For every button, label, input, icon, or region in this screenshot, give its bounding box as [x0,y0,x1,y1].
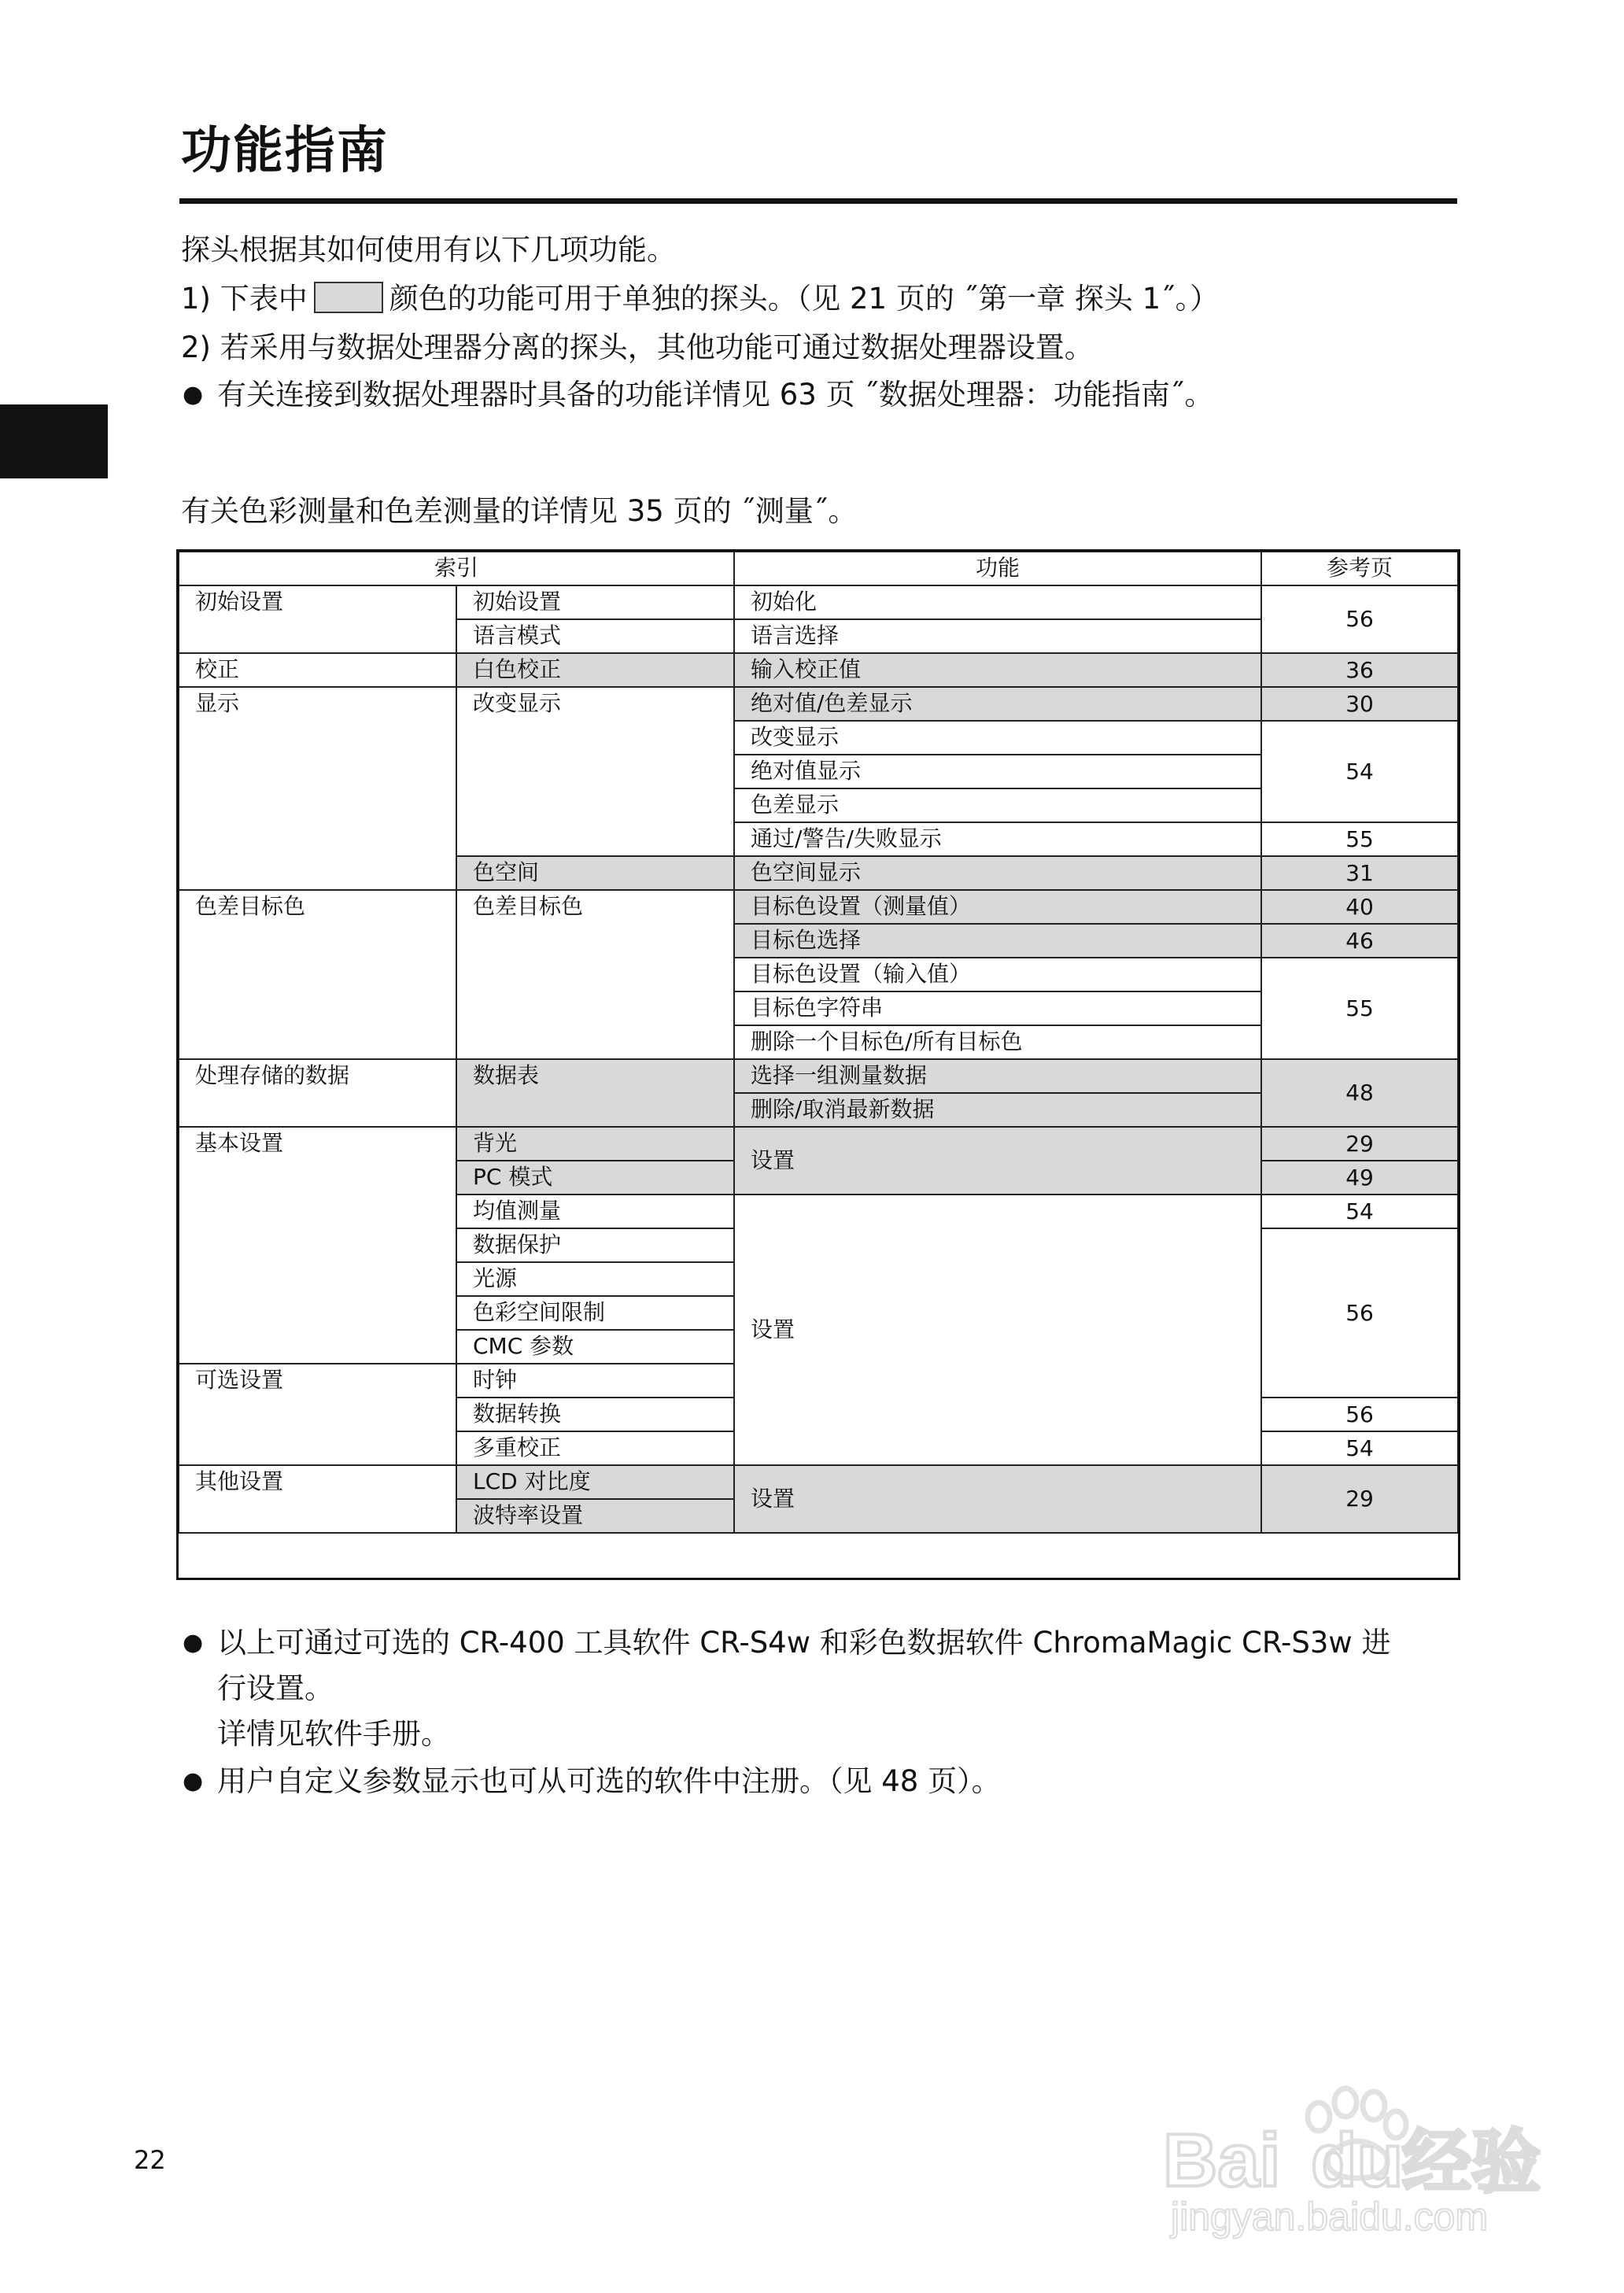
table-row [179,1059,1458,1093]
software-note-line-2: 行设置。 [217,1671,334,1705]
sub-cell: 多重校正 [456,1431,734,1465]
item-1-after: 颜色的功能可用于单独的探头。（见 21 页的 ˝第一章 探头 1˝。） [389,282,1220,316]
page-cell: 29 [1261,1127,1458,1161]
function-cell: 色差显示 [734,788,1261,822]
bullet-icon: ● [183,1767,204,1795]
sub-cell: 均值测量 [456,1195,734,1228]
baidu-jingyan-watermark [1157,2062,1566,2243]
sub-cell: LCD 对比度 [456,1465,734,1499]
watermark-product: 经验 [1402,2121,1541,2203]
page-number: 22 [134,2145,166,2175]
sub-cell: 背光 [456,1127,734,1161]
sub-cell: 数据保护 [456,1228,734,1262]
function-cell: 目标色设置（输入值） [734,958,1261,991]
header-function: 功能 [734,552,1261,585]
table-row [179,687,1458,721]
note-data-processor: 有关连接到数据处理器时具备的功能详情见 63 页 ˝数据处理器：功能指南˝。 [217,378,1214,412]
table-row [179,1127,1458,1161]
watermark-brand-tail: du [1311,2118,1404,2203]
function-cell: 初始化 [734,585,1261,619]
highlight-swatch [314,282,383,313]
function-cell: 通过/警告/失败显示 [734,822,1261,856]
page-cell: 29 [1261,1465,1458,1533]
page-cell: 46 [1261,924,1458,958]
page-cell: 54 [1261,721,1458,822]
sub-cell: 数据转换 [456,1398,734,1431]
sub-cell: 色空间 [456,856,734,890]
header-index: 索引 [179,552,734,585]
chapter-side-tab [0,404,108,478]
software-note-line-1: 以上可通过可选的 CR-400 工具软件 CR-S4w 和彩色数据软件 ChromaMagic CR-S3w 进 [217,1626,1391,1660]
function-cell: 绝对值显示 [734,755,1261,788]
sub-cell: 白色校正 [456,653,734,687]
page-cell: 56 [1261,1398,1458,1431]
sub-cell: 时钟 [456,1364,734,1398]
page-cell: 36 [1261,653,1458,687]
page-cell: 56 [1261,1228,1458,1398]
function-cell: 改变显示 [734,721,1261,755]
item-1-before: 1) 下表中 [181,282,308,316]
page-cell: 54 [1261,1431,1458,1465]
sub-cell: 色彩空间限制 [456,1296,734,1330]
category-cell: 初始设置 [179,585,456,653]
page-cell: 54 [1261,1195,1458,1228]
function-cell: 目标色选择 [734,924,1261,958]
function-cell: 删除/取消最新数据 [734,1093,1261,1127]
page-cell: 55 [1261,822,1458,856]
function-cell: 输入校正值 [734,653,1261,687]
measurement-note: 有关色彩测量和色差测量的详情见 35 页的 ˝测量˝。 [181,494,858,528]
sub-cell: 色差目标色 [456,890,734,1059]
table-row [179,1465,1458,1499]
bullet-icon: ● [183,1629,204,1656]
table-header-row [179,552,1458,585]
page-cell: 49 [1261,1161,1458,1195]
function-cell: 色空间显示 [734,856,1261,890]
sub-cell: 波特率设置 [456,1499,734,1533]
sub-cell: 光源 [456,1262,734,1296]
header-page: 参考页 [1261,552,1458,585]
function-cell: 选择一组测量数据 [734,1059,1261,1093]
function-cell: 绝对值/色差显示 [734,687,1261,721]
sub-cell: PC 模式 [456,1161,734,1195]
function-cell: 目标色字符串 [734,991,1261,1025]
page-cell: 31 [1261,856,1458,890]
function-cell: 语言选择 [734,619,1261,653]
software-note-line-3: 详情见软件手册。 [217,1717,450,1751]
table-row [179,585,1458,619]
watermark-url: jingyan.baidu.com [1171,2195,1489,2239]
category-cell: 其他设置 [179,1465,456,1533]
category-cell: 处理存储的数据 [179,1059,456,1127]
watermark-brand: Bai [1163,2118,1281,2203]
table-row [179,653,1458,687]
bullet-icon: ● [183,381,204,408]
sub-cell: 数据表 [456,1059,734,1127]
function-cell: 目标色设置（测量值） [734,890,1261,924]
item-2: 2) 若采用与数据处理器分离的探头，其他功能可通过数据处理器设置。 [181,330,1094,364]
page-cell: 48 [1261,1059,1458,1127]
page-cell: 55 [1261,958,1458,1059]
title-rule [179,198,1457,204]
category-cell: 基本设置 [179,1127,456,1364]
sub-cell: 改变显示 [456,687,734,856]
category-cell: 校正 [179,653,456,687]
intro-text: 探头根据其如何使用有以下几项功能。 [181,233,676,267]
function-cell: 设置 [734,1127,1261,1195]
function-cell: 删除一个目标色/所有目标色 [734,1025,1261,1059]
item-1 [181,282,1219,316]
table-row [179,890,1458,924]
function-cell: 设置 [734,1465,1261,1533]
page-cell: 30 [1261,687,1458,721]
sub-cell: 语言模式 [456,619,734,653]
category-cell: 可选设置 [179,1364,456,1465]
page-cell: 40 [1261,890,1458,924]
category-cell: 色差目标色 [179,890,456,1059]
custom-parameter-note: 用户自定义参数显示也可从可选的软件中注册。（见 48 页）。 [217,1764,1001,1798]
sub-cell: CMC 参数 [456,1330,734,1364]
page-cell: 56 [1261,585,1458,653]
sub-cell: 初始设置 [456,585,734,619]
page-title: 功能指南 [181,122,389,180]
category-cell: 显示 [179,687,456,890]
function-cell: 设置 [734,1195,1261,1465]
function-table [178,551,1459,1534]
